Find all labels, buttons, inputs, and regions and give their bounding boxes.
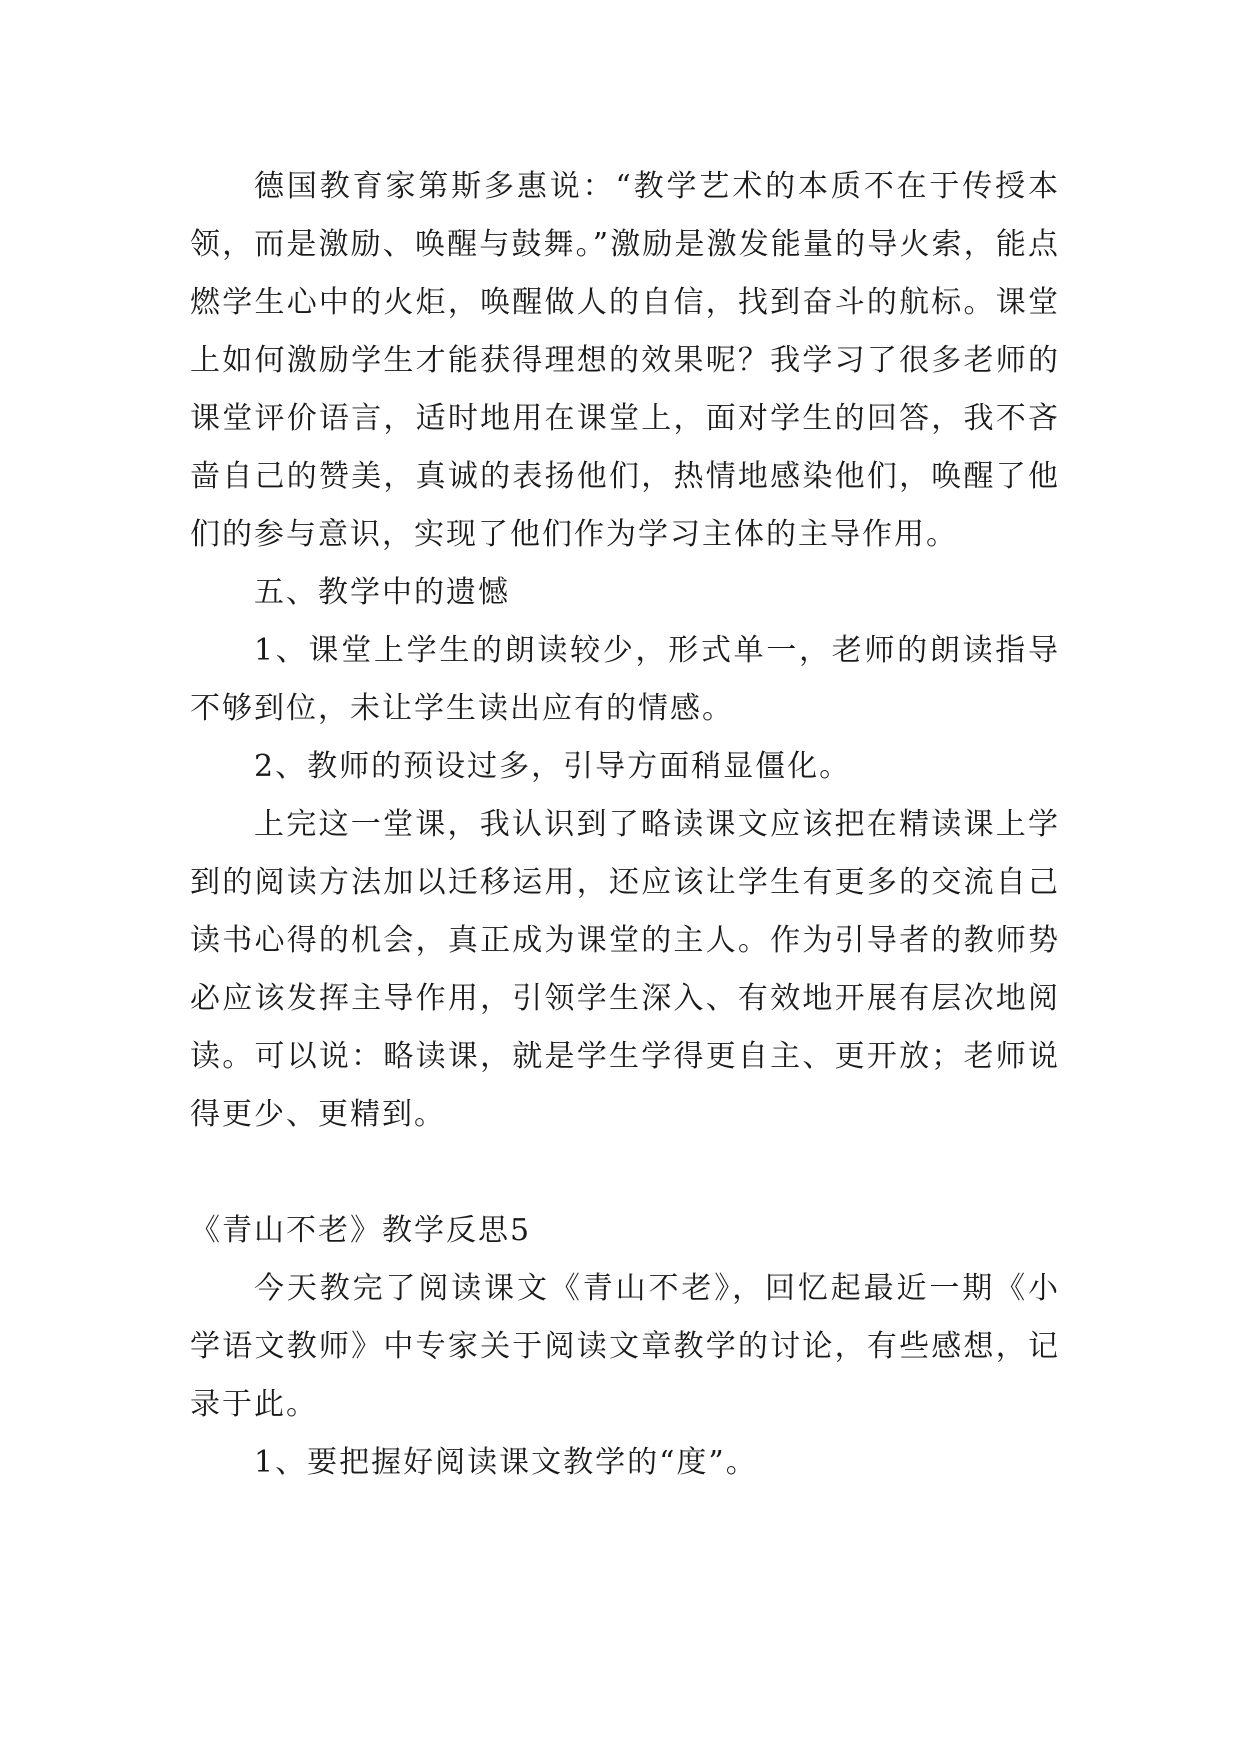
paragraph: 上完这一堂课，我认识到了略读课文应该把在精读课上学到的阅读方法加以迁移运用，还应该让学生有更多的交流自己读书心得的机会，真正成为课堂的主人。作为引导者的教师势必应该发挥主导作用，引领学生深入、有效地开展有层次地阅读。可以说：略读课，就是学生学得更自主、更开放；老师说得更少、更精到。 [190, 807, 1060, 1132]
paragraph: 今天教完了阅读课文《青山不老》，回忆起最近一期《小学语文教师》中专家关于阅读文章教学的讨论，有些感想，记录于此。 [190, 1271, 1060, 1422]
paragraph: 1、要把握好阅读课文教学的“度”。 [254, 1445, 758, 1480]
paragraph: 德国教育家第斯多惠说：“教学艺术的本质不在于传授本领，而是激励、唤醒与鼓舞。”激励是激发能量的导火索，能点燃学生心中的火炬，唤醒做人的自信，找到奋斗的航标。课堂上如何激励学生才能获得理想的效果呢？我学习了很多老师的课堂评价语言，适时地用在课堂上，面对学生的回答，我不吝啬自己的赞美，真诚的表扬他们，热情地感染他们，唤醒了他们的参与意识，实现了他们作为学习主体的主导作用。 [190, 169, 1060, 552]
section-heading: 五、教学中的遗憾 [254, 575, 510, 610]
paragraph: 2、教师的预设过多，引导方面稍显僵化。 [254, 749, 852, 784]
paragraph: 1、课堂上学生的朗读较少，形式单一，老师的朗读指导不够到位，未让学生读出应有的情感。 [190, 633, 1060, 726]
article-title: 《青山不老》教学反思5 [190, 1213, 532, 1248]
blank-line [190, 1144, 1060, 1202]
document-body [190, 158, 1060, 1492]
